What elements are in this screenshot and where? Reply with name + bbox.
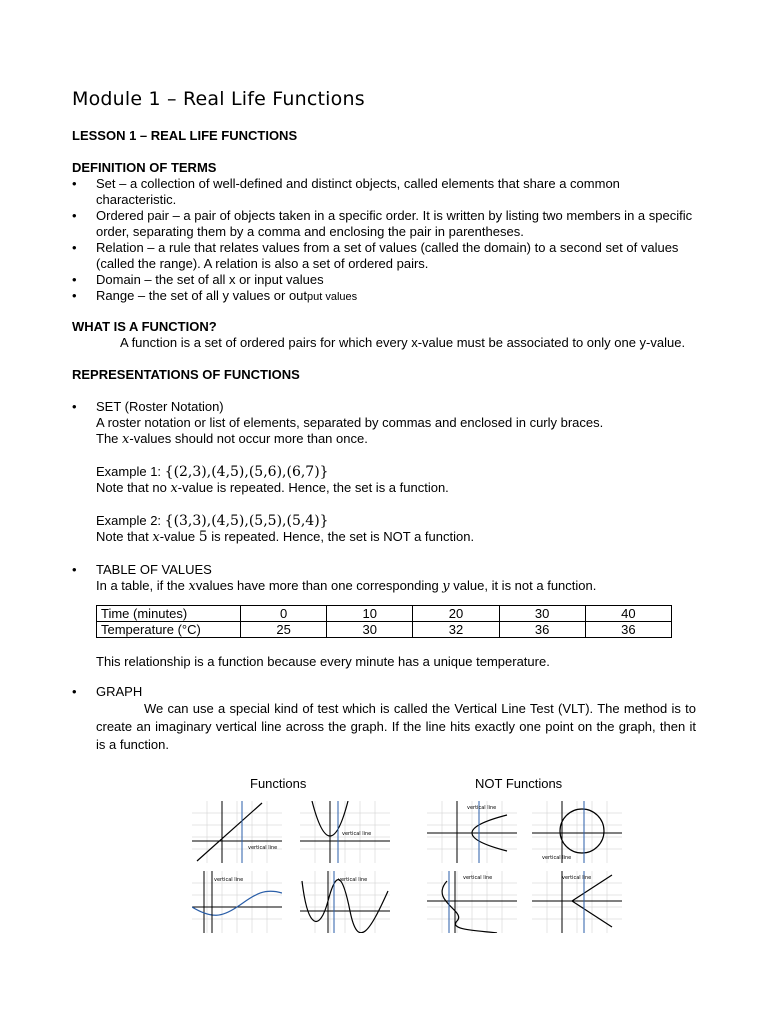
document-page [72,88,696,754]
example-2: Example 2: {(3,3),(4,5),(5,5),(5,4)} [96,513,329,529]
lesson-heading: LESSON 1 – REAL LIFE FUNCTIONS [72,128,298,143]
vlt-graphs-figure [190,776,620,936]
svg-text:vertical line: vertical line [467,805,497,811]
circle-graph [532,801,622,863]
set-description: A roster notation or list of elements, separated by commas and enclosed in curly braces. [96,415,604,430]
svg-text:vertical line: vertical line [542,855,572,861]
cubic-graph [192,871,282,933]
table-note: This relationship is a function because every minute has a unique temperature. [96,654,550,669]
wave-graph [300,871,390,933]
parabola-graph [300,801,390,863]
function-definition: A function is a set of ordered pairs for which every x-value must be associated to only one y-value. [120,335,686,350]
function-heading: WHAT IS A FUNCTION? [72,319,217,334]
svg-text:vertical line: vertical line [342,831,372,837]
svg-text:vertical line: vertical line [248,845,278,851]
linear-graph [192,801,282,863]
example-1-note: Note that no x-value is repeated. Hence, the set is a function. [96,480,449,496]
functions-label: Functions [250,776,307,791]
example-2-note: Note that x-value 5 is repeated. Hence, the set is NOT a function. [96,529,475,545]
values-table [96,605,672,638]
graph-description: We can use a special kind of test which is called the Vertical Line Test (VLT). The method is to create an imaginary vertical line across the graph. If the line hits exactly one point on the graph, then it is a function. [96,701,696,752]
table-title: • TABLE OF VALUES [96,562,212,577]
list-item: • Domain – the set of all x or input values [72,272,696,288]
example-1: Example 1: {(2,3),(4,5),(5,6),(6,7)} [96,464,329,480]
definitions-list [72,176,696,305]
sideways-absolute-graph [532,871,622,933]
table-row: Temperature (°C) 25 30 32 36 36 [97,622,672,638]
table-row: Time (minutes) 0 10 20 30 40 [97,606,672,622]
list-item: • Range – the set of all y values or output values [72,288,696,305]
list-item-graph [72,684,696,754]
list-item: • Relation – a rule that relates values from a set of values (called the domain) to a second set of values (called the range). A relation is also a set of ordered pairs. [72,240,696,272]
definitions-heading: DEFINITION OF TERMS [72,160,217,175]
set-title: • SET (Roster Notation) [96,399,224,414]
svg-text:vertical line: vertical line [338,877,368,883]
list-item-set [72,399,696,562]
list-item: • Set – a collection of well-defined and distinct objects, called elements that share a common characteristic. [72,176,696,208]
svg-text:vertical line: vertical line [562,875,592,881]
svg-text:vertical line: vertical line [463,875,493,881]
page-title: Module 1 – Real Life Functions [72,88,365,110]
representations-heading: REPRESENTATIONS OF FUNCTIONS [72,367,300,382]
sideways-parabola-graph [427,801,517,863]
not-functions-label: NOT Functions [475,776,563,791]
list-item: • Ordered pair – a pair of objects taken in a specific order. It is written by listing two members in a specific order, separating them by a comma and enclosing the pair in parentheses. [72,208,696,240]
table-description: In a table, if the xvalues have more than one corresponding y value, it is not a function. [96,578,597,594]
graph-title: • GRAPH [96,684,143,699]
svg-text:vertical line: vertical line [214,877,244,883]
list-item-table [72,562,696,595]
representations-list [72,399,696,595]
set-note: The x-values should not occur more than once. [96,431,368,447]
squiggle-graph [427,871,517,933]
